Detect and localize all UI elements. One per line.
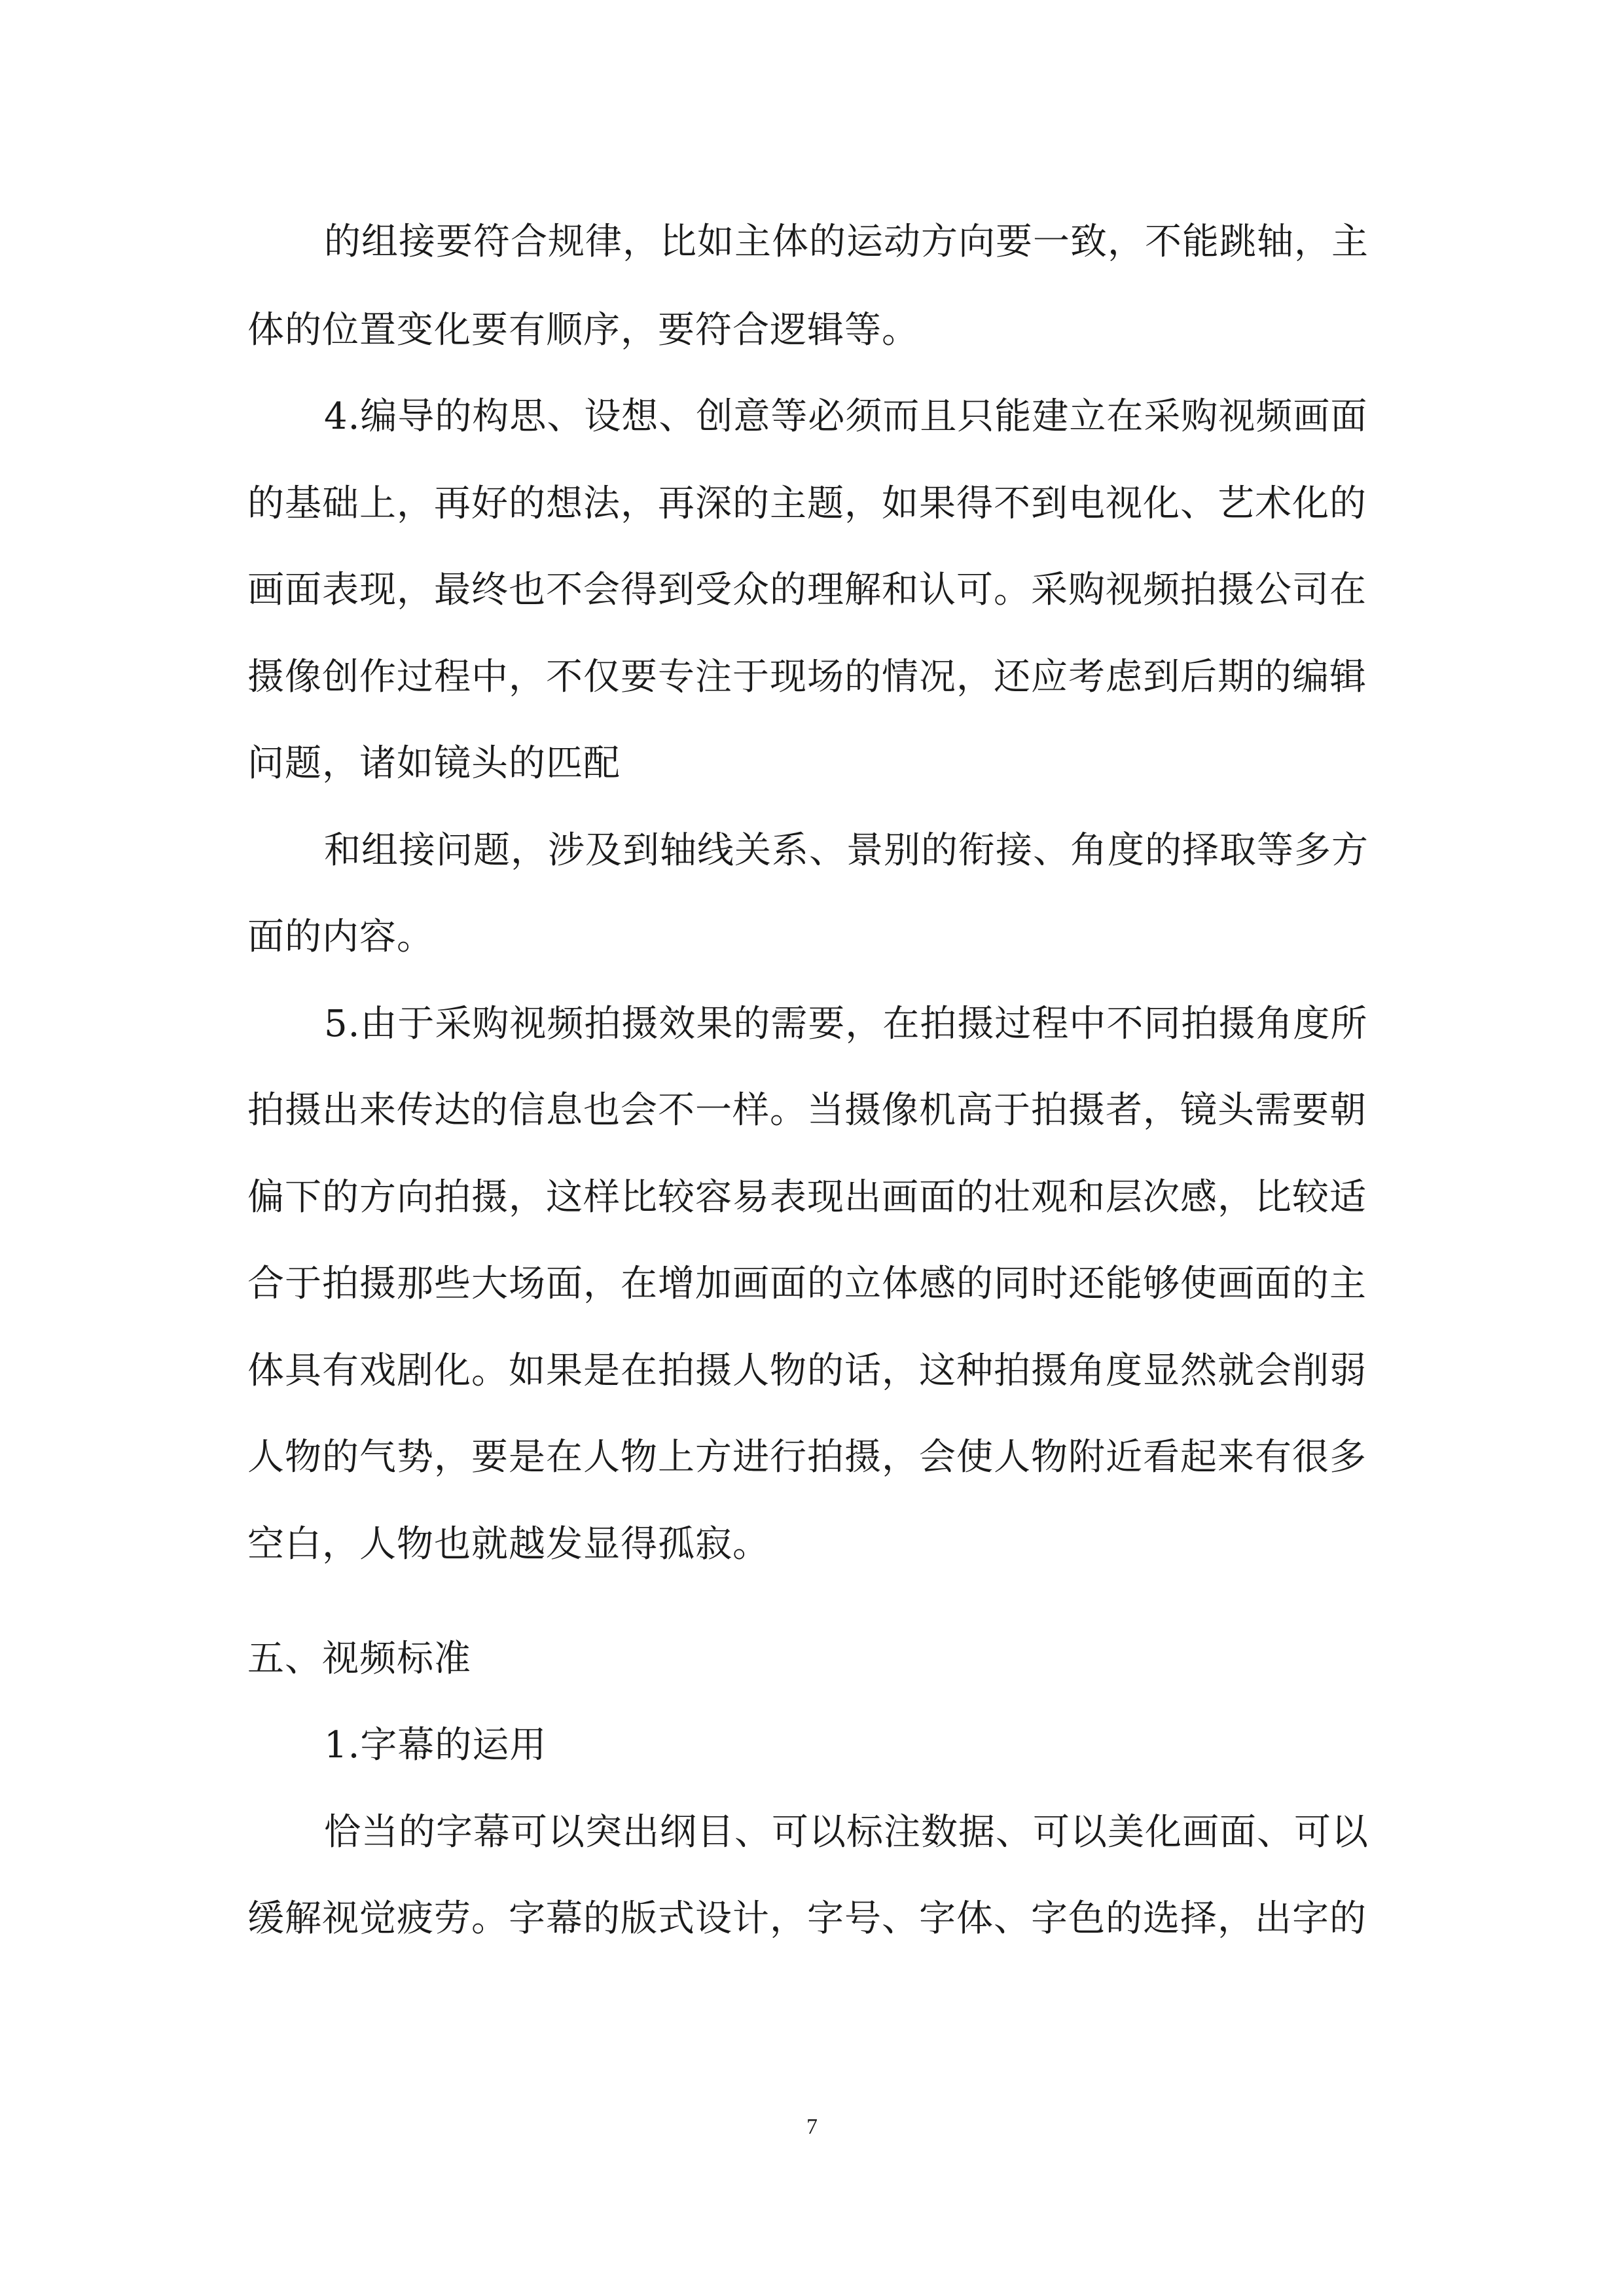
paragraph-line: 画面表现，最终也不会得到受众的理解和认可。采购视频拍摄公司在 xyxy=(247,569,1367,611)
paragraph-line: 5.由于采购视频拍摄效果的需要，在拍摄过程中不同拍摄角度所 xyxy=(324,1003,1368,1045)
paragraph-line: 缓解视觉疲劳。字幕的版式设计，字号、字体、字色的选择，出字的 xyxy=(247,1897,1367,1940)
subsection-heading: 1.字幕的运用 xyxy=(324,1724,547,1767)
paragraph-line: 偏下的方向拍摄，这样比较容易表现出画面的壮观和层次感，比较适 xyxy=(247,1176,1367,1219)
paragraph-line: 人物的气势，要是在人物上方进行拍摄，会使人物附近看起来有很多 xyxy=(247,1436,1367,1479)
paragraph-line: 和组接问题，涉及到轴线关系、景别的衔接、角度的择取等多方 xyxy=(324,829,1369,872)
section-heading: 五、视频标准 xyxy=(247,1638,471,1680)
paragraph-line: 面的内容。 xyxy=(247,916,434,958)
paragraph-line: 问题，诸如镜头的匹配 xyxy=(247,742,621,785)
paragraph-line: 体的位置变化要有顺序，要符合逻辑等。 xyxy=(247,309,919,351)
paragraph-line: 4.编导的构思、设想、创意等必须而且只能建立在采购视频画面 xyxy=(324,395,1368,438)
paragraph-line: 体具有戏剧化。如果是在拍摄人物的话，这种拍摄角度显然就会削弱 xyxy=(247,1350,1367,1392)
paragraph-line: 合于拍摄那些大场面，在增加画面的立体感的同时还能够使画面的主 xyxy=(247,1263,1367,1305)
paragraph-line: 空白，人物也就越发显得孤寂。 xyxy=(247,1523,770,1566)
paragraph-line: 拍摄出来传达的信息也会不一样。当摄像机高于拍摄者，镜头需要朝 xyxy=(247,1089,1367,1132)
paragraph-line: 的组接要符合规律，比如主体的运动方向要一致，不能跳轴，主 xyxy=(324,221,1369,263)
paragraph-line: 的基础上，再好的想法，再深的主题，如果得不到电视化、艺术化的 xyxy=(247,482,1367,525)
paragraph-line: 摄像创作过程中，不仅要专注于现场的情况，还应考虑到后期的编辑 xyxy=(247,656,1367,698)
paragraph-line: 恰当的字幕可以突出纲目、可以标注数据、可以美化画面、可以 xyxy=(324,1811,1369,1854)
page-number: 7 xyxy=(806,2115,818,2139)
